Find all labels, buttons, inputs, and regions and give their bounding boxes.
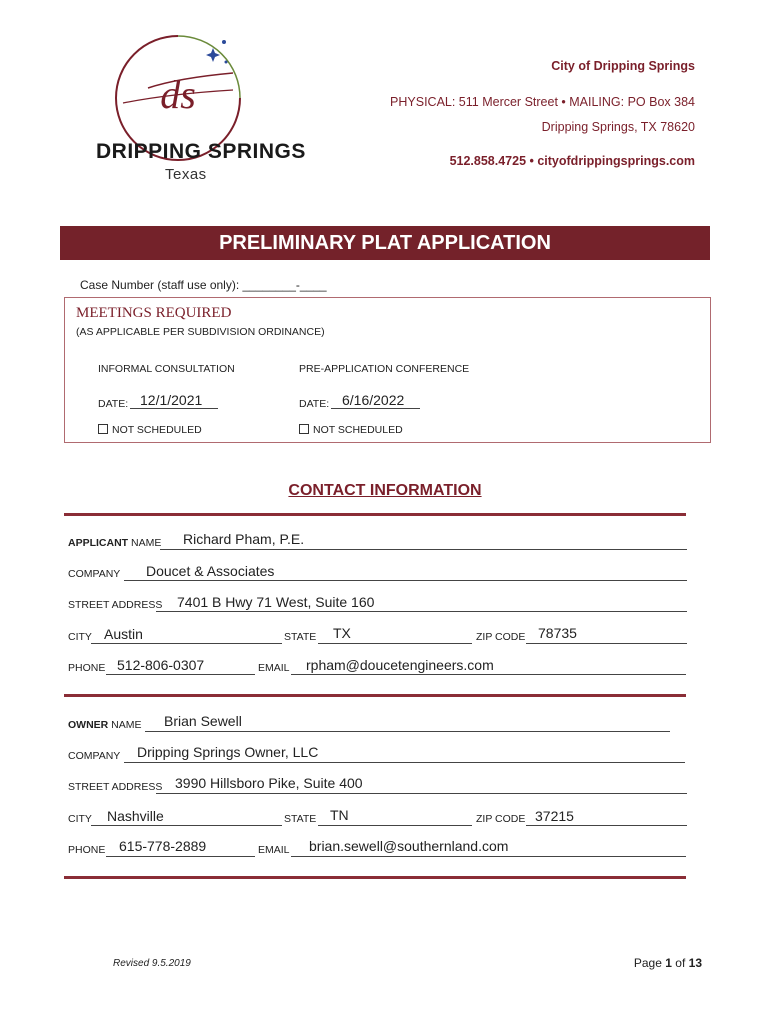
owner-city-label: CITY: [68, 813, 92, 825]
logo-name: DRIPPING SPRINGS: [96, 140, 306, 163]
logo-state: Texas: [165, 166, 207, 183]
applicant-company: Doucet & Associates: [146, 563, 275, 579]
owner-state-label: STATE: [284, 813, 317, 825]
logo-monogram: ds: [160, 72, 196, 117]
checkbox-icon[interactable]: [98, 424, 108, 434]
owner-zip: 37215: [535, 808, 574, 824]
header-city: City of Dripping Springs: [551, 59, 695, 73]
owner-city: Nashville: [107, 808, 164, 824]
checkbox-icon[interactable]: [299, 424, 309, 434]
owner-email: brian.sewell@southernland.com: [309, 838, 509, 854]
applicant-street-label: STREET ADDRESS: [68, 599, 163, 611]
preapp-date: 6/16/2022: [342, 392, 405, 408]
divider: [64, 694, 686, 697]
revised-date: Revised 9.5.2019: [113, 958, 191, 969]
applicant-name-label: APPLICANT NAME: [68, 537, 162, 549]
page-title: PRELIMINARY PLAT APPLICATION: [60, 226, 710, 260]
informal-label: INFORMAL CONSULTATION: [98, 363, 235, 375]
header-citystate: Dripping Springs, TX 78620: [541, 120, 695, 134]
owner-email-label: EMAIL: [258, 844, 290, 856]
owner-street: 3990 Hillsboro Pike, Suite 400: [175, 775, 363, 791]
owner-phone: 615-778-2889: [119, 838, 207, 854]
applicant-name: Richard Pham, P.E.: [183, 531, 305, 547]
applicant-email: rpham@doucetengineers.com: [306, 657, 494, 673]
preapp-label: PRE-APPLICATION CONFERENCE: [299, 363, 470, 375]
case-number: Case Number (staff use only): ________-____: [80, 278, 327, 292]
preapp-not-scheduled[interactable]: NOT SCHEDULED: [299, 424, 403, 436]
applicant-company-label: COMPANY: [68, 568, 121, 580]
applicant-city-label: CITY: [68, 631, 92, 643]
owner-street-label: STREET ADDRESS: [68, 781, 163, 793]
owner-name-label: OWNER NAME: [68, 719, 142, 731]
owner-name: Brian Sewell: [164, 713, 242, 729]
applicant-zip-label: ZIP CODE: [476, 631, 526, 643]
applicant-email-label: EMAIL: [258, 662, 290, 674]
contact-heading: CONTACT INFORMATION: [288, 482, 482, 499]
owner-zip-label: ZIP CODE: [476, 813, 526, 825]
informal-date: 12/1/2021: [140, 392, 203, 408]
applicant-street: 7401 B Hwy 71 West, Suite 160: [177, 594, 375, 610]
meetings-heading: MEETINGS REQUIRED: [76, 305, 232, 321]
divider: [64, 876, 686, 879]
informal-date-label: DATE:: [98, 398, 129, 410]
owner-state: TN: [330, 807, 349, 823]
page-number: Page 1 of 13: [633, 956, 702, 970]
divider: [64, 513, 686, 516]
preapp-date-label: DATE:: [299, 398, 330, 410]
applicant-phone: 512-806-0307: [117, 657, 205, 673]
owner-company: Dripping Springs Owner, LLC: [137, 744, 319, 760]
applicant-zip: 78735: [538, 625, 577, 641]
meetings-note: (AS APPLICABLE PER SUBDIVISION ORDINANCE): [76, 326, 325, 338]
applicant-state-label: STATE: [284, 631, 317, 643]
owner-phone-label: PHONE: [68, 844, 106, 856]
informal-not-scheduled[interactable]: NOT SCHEDULED: [98, 424, 202, 436]
applicant-phone-label: PHONE: [68, 662, 106, 674]
owner-company-label: COMPANY: [68, 750, 121, 762]
applicant-state: TX: [333, 625, 351, 641]
applicant-city: Austin: [104, 626, 143, 642]
header-address: PHYSICAL: 511 Mercer Street • MAILING: PO Box 384: [390, 95, 695, 109]
header-contact: 512.858.4725 • cityofdrippingsprings.com: [449, 154, 695, 168]
